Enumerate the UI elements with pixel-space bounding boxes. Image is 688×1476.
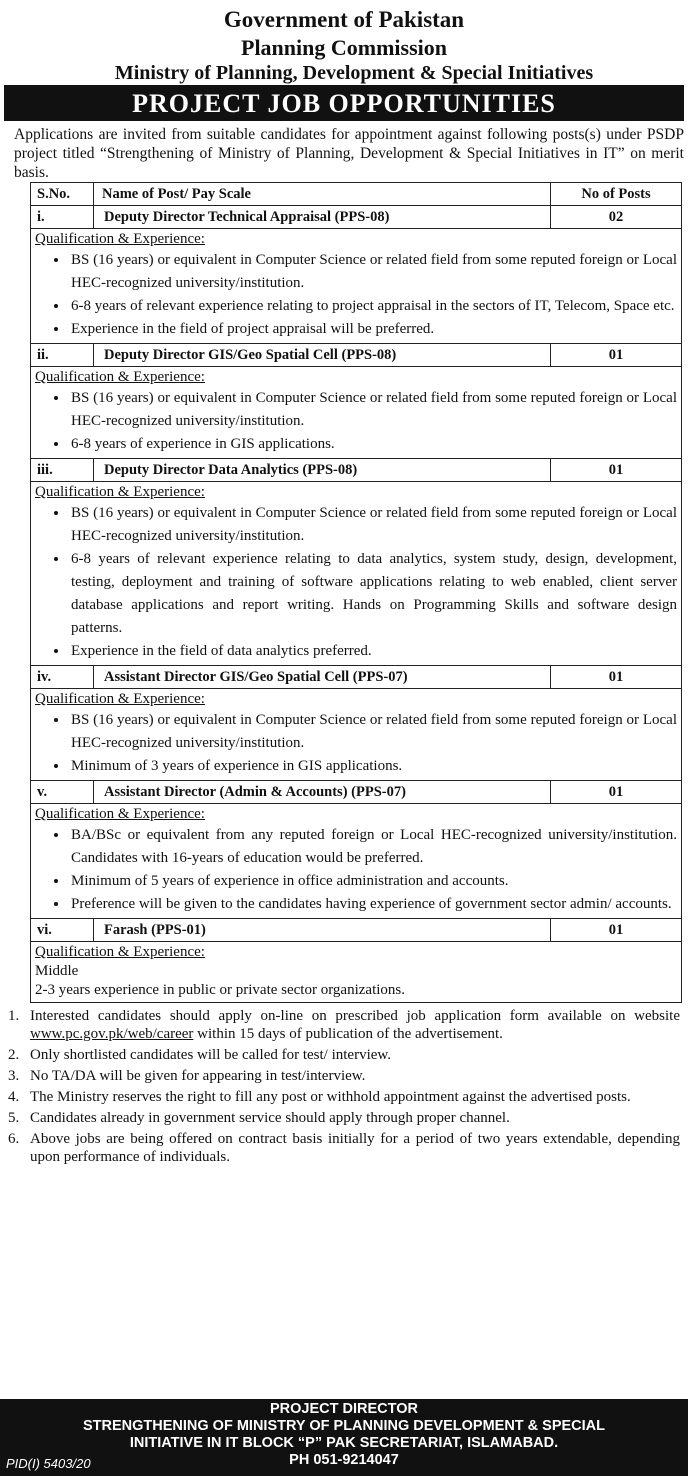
- farash-experience: 2-3 years experience in public or private sector organizations.: [35, 982, 405, 998]
- qualification-item: • BS (16 years) or equivalent in Computer Science or related field from some reputed foreign or Local HEC-recognized university/institution.: [69, 502, 677, 548]
- qualification-list: [35, 249, 677, 341]
- job-posts: 01: [608, 922, 624, 938]
- term-number: 5.: [8, 1110, 20, 1126]
- job-sno: vi.: [31, 919, 94, 941]
- footer-contact: [0, 1399, 688, 1476]
- title-banner: PROJECT JOB OPPORTUNITIES: [4, 85, 684, 121]
- qualification-heading: Qualification & Experience:: [35, 484, 205, 500]
- term-text: [30, 1046, 391, 1064]
- qualification-item: • 6-8 years of relevant experience relating to project appraisal in the sectors of IT, Telecom, Space etc.: [69, 295, 677, 318]
- qualification-item: • BA/BSc or equivalent from any reputed foreign or Local HEC-recognized university/institution. Candidates with 16-years of education would be preferred.: [69, 824, 677, 870]
- qualification-item: • Minimum of 3 years of experience in GIS applications.: [69, 755, 677, 778]
- table-header-row: [31, 183, 681, 206]
- terms-list: [8, 1007, 680, 1166]
- qualification-item: • BS (16 years) or equivalent in Computer Science or related field from some reputed foreign or Local HEC-recognized university/institution.: [69, 387, 677, 433]
- job-qualification: [31, 229, 681, 344]
- job-posts: 01: [608, 347, 624, 363]
- job-posts: 01: [608, 462, 624, 478]
- job-qualification: [31, 689, 681, 781]
- qualification-heading: Qualification & Experience:: [35, 691, 205, 707]
- job-sno: v.: [31, 781, 94, 803]
- qualification-list: [35, 387, 677, 456]
- term-text-part: Interested candidates should apply on-line on prescribed job application form available on website: [30, 1008, 680, 1024]
- job-qualification: [31, 804, 681, 919]
- job-qualification: [31, 482, 681, 666]
- job-sno: i.: [31, 206, 94, 228]
- qualification-item: • Minimum of 5 years of experience in office administration and accounts.: [69, 870, 677, 893]
- job-title: Farash (PPS-01): [94, 919, 551, 941]
- qualification-item: • Preference will be given to the candidates having experience of government sector admin/ accounts.: [69, 893, 677, 916]
- career-website-link[interactable]: www.pc.gov.pk/web/career: [30, 1026, 194, 1042]
- term-text-part: within 15 days of publication of the advertisement.: [193, 1026, 503, 1042]
- job-qualification-farash: [31, 942, 681, 1002]
- job-title: Assistant Director GIS/Geo Spatial Cell (PPS-07): [94, 666, 551, 688]
- term-item: [8, 1088, 680, 1106]
- qualification-item: • 6-8 years of experience in GIS applications.: [69, 433, 677, 456]
- term-item: [8, 1067, 680, 1085]
- header-ministry: Ministry of Planning, Development & Special Initiatives: [114, 62, 594, 84]
- job-row-farash: [31, 919, 681, 942]
- job-posts: 01: [608, 784, 624, 800]
- term-text-part: Above jobs are being offered on contract basis initially for a period of two years extendable, depending upon performance of individuals.: [30, 1131, 680, 1165]
- job-posts: 01: [608, 669, 624, 685]
- pid-number: PID(I) 5403/20: [6, 1456, 91, 1471]
- term-item: [8, 1109, 680, 1127]
- jobs-list: [31, 206, 681, 919]
- header-sno: S.No.: [31, 183, 94, 205]
- qualification-item: • Experience in the field of data analytics preferred.: [69, 640, 677, 663]
- job-title: Assistant Director (Admin & Accounts) (PPS-07): [94, 781, 551, 803]
- job-row: [31, 206, 681, 229]
- job-sno: ii.: [31, 344, 94, 366]
- term-text-part: Only shortlisted candidates will be called for test/ interview.: [30, 1047, 392, 1063]
- term-number: 6.: [8, 1131, 20, 1147]
- term-number: 3.: [8, 1068, 20, 1084]
- term-number: 1.: [8, 1008, 20, 1024]
- term-text-part: The Ministry reserves the right to fill any post or withhold appointment against the advertised posts.: [30, 1089, 631, 1105]
- job-qualification: [31, 367, 681, 459]
- term-text-part: Candidates already in government service should apply through proper channel.: [30, 1110, 510, 1126]
- term-text: [30, 1007, 680, 1043]
- intro-paragraph: Applications are invited from suitable candidates for appointment against following posts(s) under PSDP project titled “Strengthening of Ministry of Planning, Development & Special Initiatives in IT” on merit basis.: [14, 126, 684, 181]
- header-government: Government of Pakistan: [223, 7, 465, 32]
- qualification-item: • Experience in the field of project appraisal will be preferred.: [69, 318, 677, 341]
- footer-project: STRENGTHENING OF MINISTRY OF PLANNING DEVELOPMENT & SPECIAL: [82, 1418, 606, 1434]
- qualification-heading: Qualification & Experience:: [35, 806, 205, 822]
- qualification-item: • BS (16 years) or equivalent in Computer Science or related field from some reputed foreign or Local HEC-recognized university/institution.: [69, 249, 677, 295]
- qualification-list: [35, 824, 677, 916]
- term-text-part: No TA/DA will be given for appearing in test/interview.: [30, 1068, 366, 1084]
- term-text: [30, 1109, 510, 1127]
- term-number: 4.: [8, 1089, 20, 1105]
- term-text: [30, 1130, 680, 1166]
- qualification-item: • BS (16 years) or equivalent in Computer Science or related field from some reputed foreign or Local HEC-recognized university/institution.: [69, 709, 677, 755]
- job-title: Deputy Director Technical Appraisal (PPS-08): [94, 206, 551, 228]
- header-posts: No of Posts: [581, 186, 651, 202]
- footer-phone: PH 051-9214047: [289, 1452, 399, 1468]
- farash-qualification: Middle: [35, 963, 79, 979]
- term-number: 2.: [8, 1047, 20, 1063]
- job-sno: iii.: [31, 459, 94, 481]
- term-item: [8, 1130, 680, 1166]
- jobs-table: [30, 182, 682, 1003]
- qualification-list: [35, 502, 677, 663]
- job-posts: 02: [608, 209, 624, 225]
- job-row: [31, 666, 681, 689]
- footer-address: INITIATIVE IN IT BLOCK “P” PAK SECRETARIAT, ISLAMABAD.: [129, 1435, 559, 1451]
- qualification-heading: Qualification & Experience:: [35, 231, 205, 247]
- header-commission: Planning Commission: [241, 35, 447, 60]
- header-name: Name of Post/ Pay Scale: [94, 183, 551, 205]
- qualification-item: • 6-8 years of relevant experience relating to data analytics, system study, design, development, testing, deployment and training of software applications relating to web enabled, client server database applications and report writing. Hands on Programming Skills and software design patterns.: [69, 548, 677, 640]
- job-title: Deputy Director GIS/Geo Spatial Cell (PPS-08): [94, 344, 551, 366]
- qualification-list: [35, 709, 677, 778]
- job-sno: iv.: [31, 666, 94, 688]
- job-title: Deputy Director Data Analytics (PPS-08): [94, 459, 551, 481]
- job-row: [31, 781, 681, 804]
- qualification-heading: Qualification & Experience:: [35, 369, 205, 385]
- term-text: [30, 1088, 631, 1106]
- footer-director: PROJECT DIRECTOR: [270, 1401, 418, 1417]
- job-row: [31, 344, 681, 367]
- job-row: [31, 459, 681, 482]
- qualification-heading: Qualification & Experience:: [35, 944, 205, 960]
- term-item: [8, 1046, 680, 1064]
- term-text: [30, 1067, 365, 1085]
- term-item: [8, 1007, 680, 1043]
